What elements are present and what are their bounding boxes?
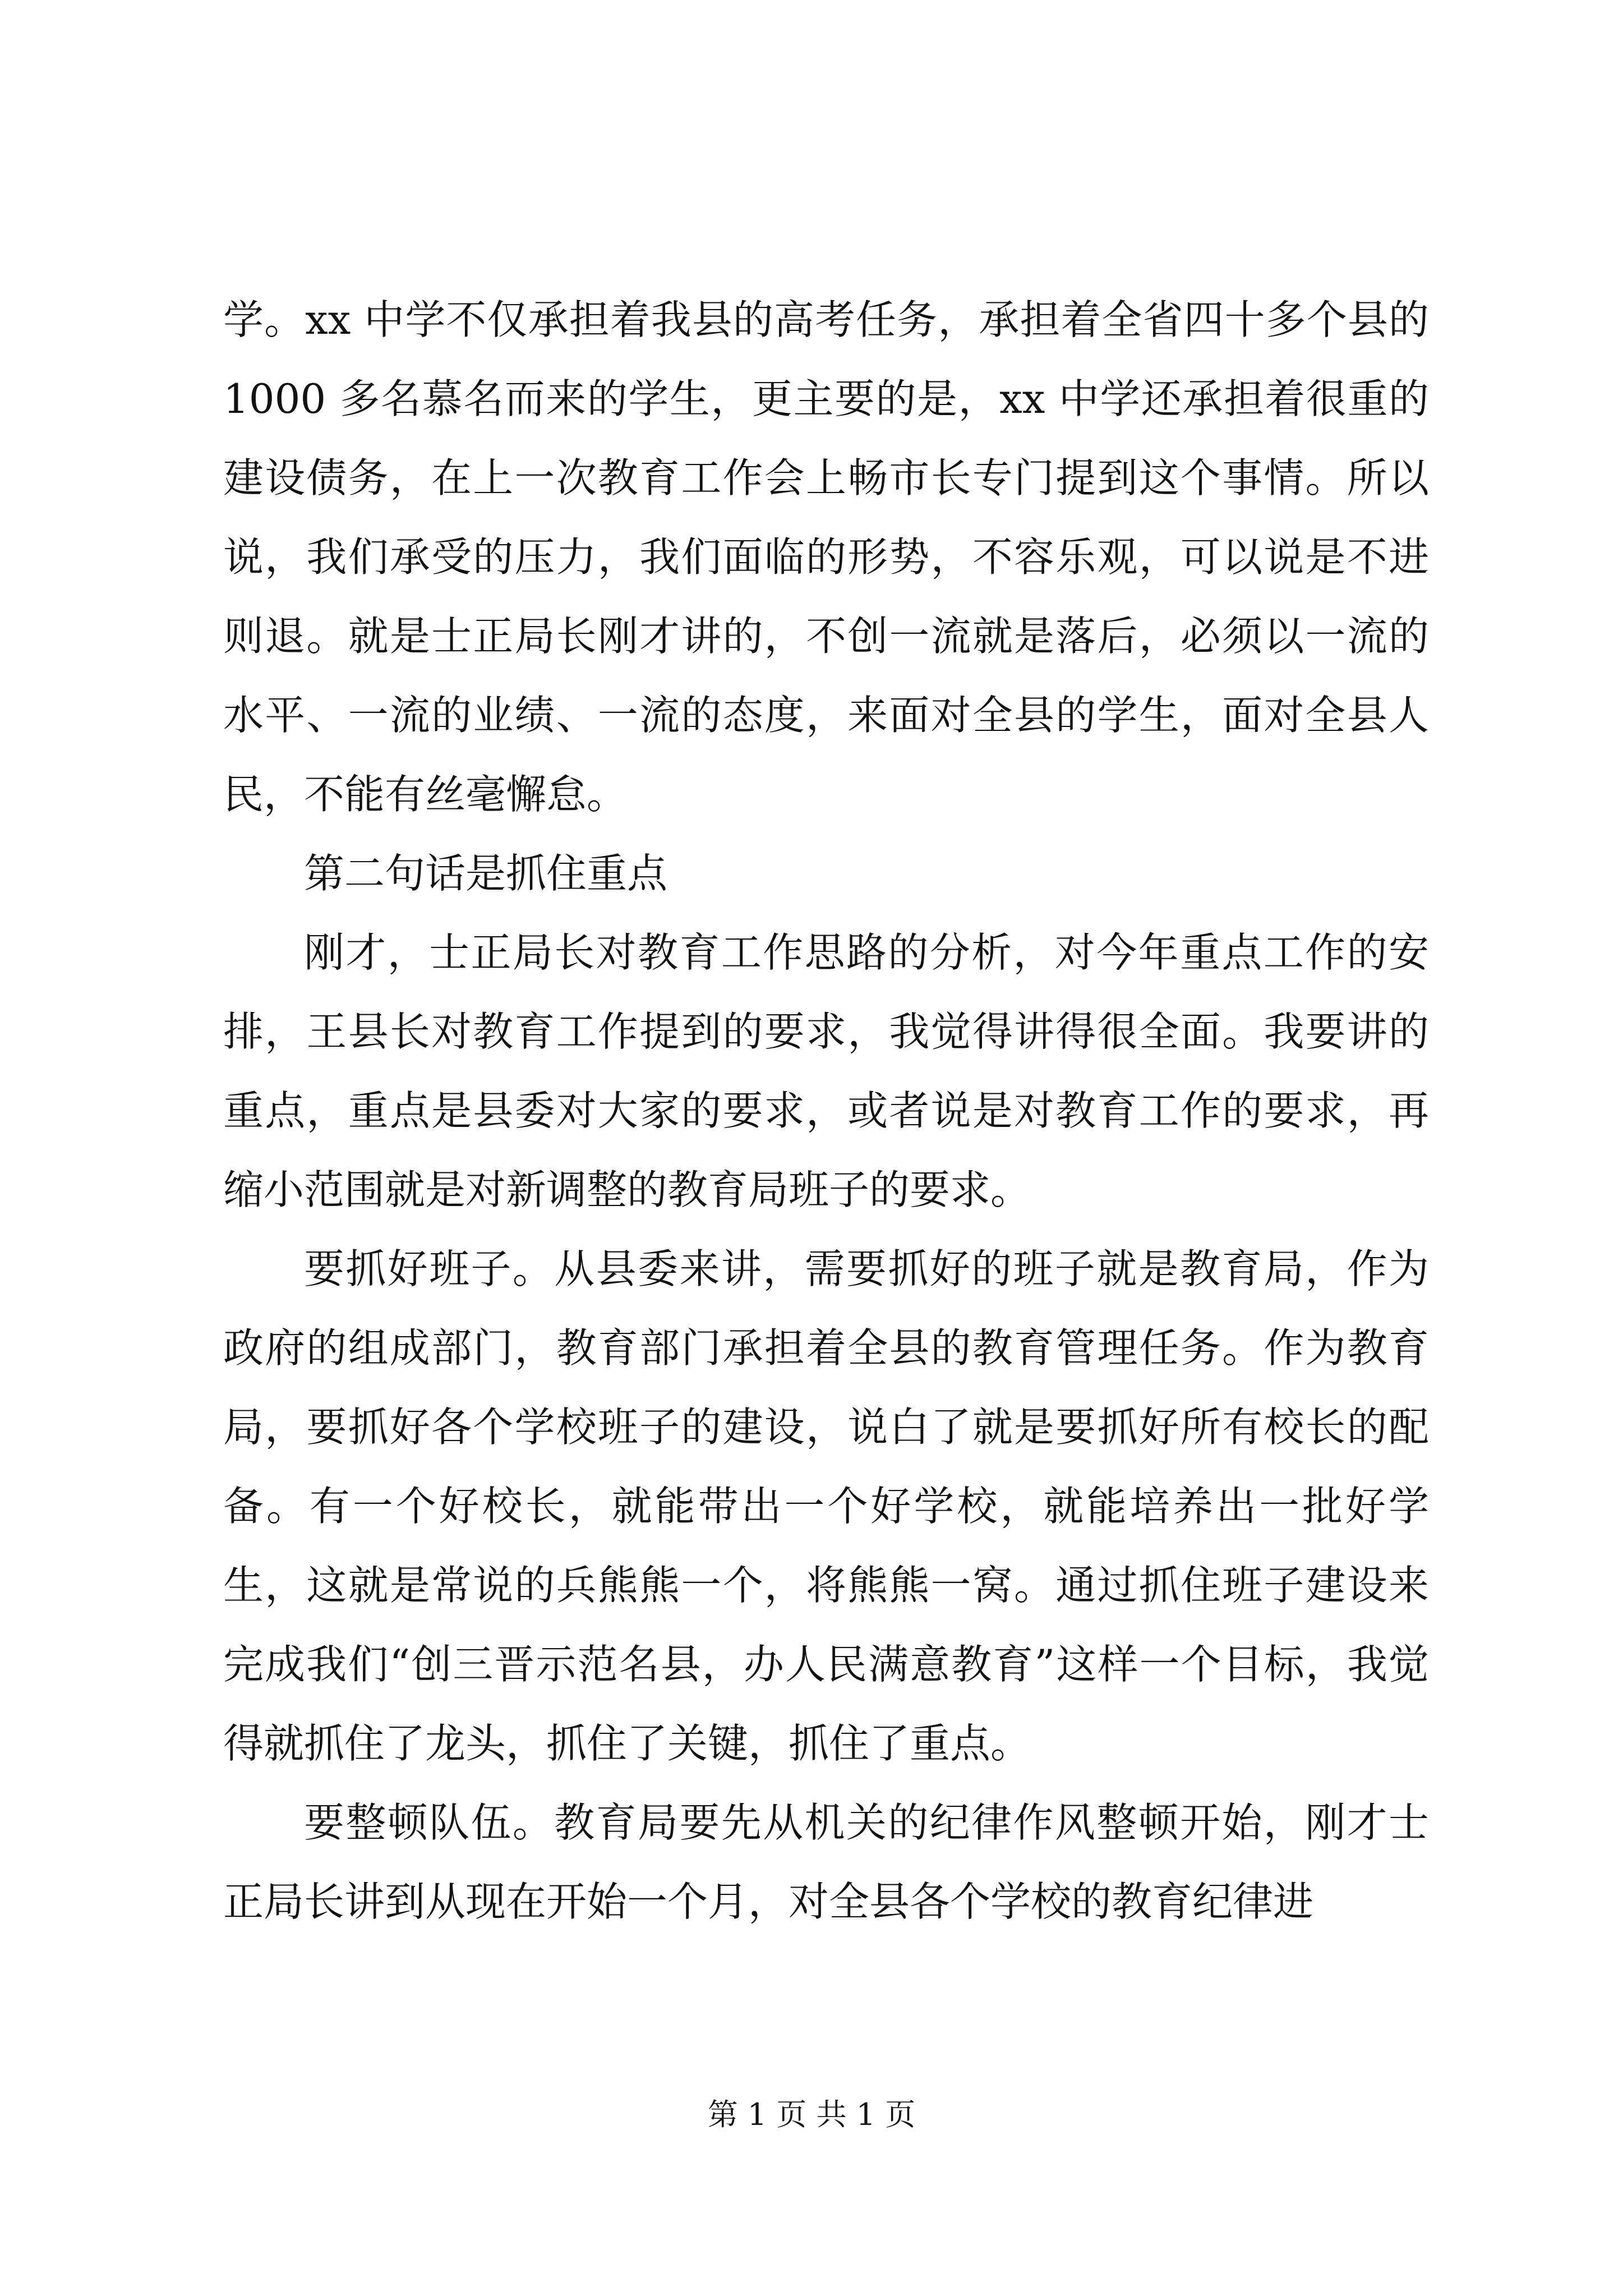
section-heading: 第二句话是抓住重点: [304, 850, 668, 897]
paragraph-4: 要抓好班子。从县委来讲，需要抓好的班子就是教育局，作为政府的组成部门，教育部门承担着全县的教育管理任务。作为教育局，要抓好各个学校班子的建设，说白了就是要抓好所有校长的配备。有一个好校长，就能带出一个好学校，就能培养出一批好学生，这就是常说的兵熊熊一个，将熊熊一窝。通过抓住班子建设来完成我们“创三晋示范名县，办人民满意教育”这样一个目标，我觉得就抓住了龙头，抓住了关键，抓住了重点。: [223, 1245, 1429, 1767]
document-body: [223, 280, 1429, 1941]
paragraph-5: 要整顿队伍。教育局要先从机关的纪律作风整顿开始，刚才士正局长讲到从现在开始一个月，对全县各个学校的教育纪律进: [223, 1799, 1429, 1925]
page-footer: 第 1 页 共 1 页: [707, 2097, 916, 2132]
paragraph-1: 学。xx 中学不仅承担着我县的高考任务，承担着全省四十多个县的 1000 多名慕名而来的学生，更主要的是，xx 中学还承担着很重的建设债务，在上一次教育工作会上畅市长专门提到这个事情。所以说，我们承受的压力，我们面临的形势，不容乐观，可以说是不进则退。就是士正局长刚才讲的，不创一流就是落后，必须以一流的水平、一流的业绩、一流的态度，来面对全县的学生，面对全县人民，不能有丝毫懈怠。: [223, 296, 1429, 818]
paragraph-3: 刚才，士正局长对教育工作思路的分析，对今年重点工作的安排，王县长对教育工作提到的要求，我觉得讲得很全面。我要讲的重点，重点是县委对大家的要求，或者说是对教育工作的要求，再缩小范围就是对新调整的教育局班子的要求。: [223, 929, 1429, 1213]
